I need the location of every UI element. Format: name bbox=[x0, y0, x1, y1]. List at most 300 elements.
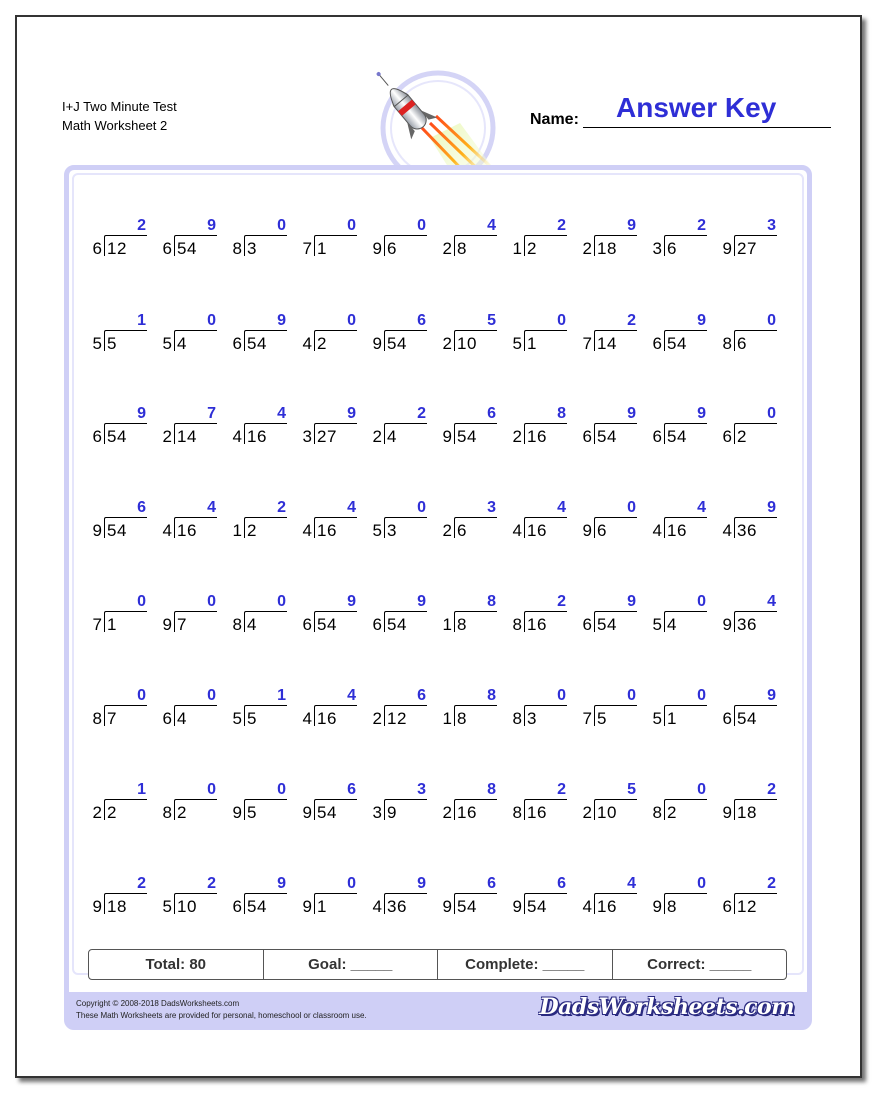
quotient-answer: 6 bbox=[487, 405, 496, 422]
division-problem bbox=[718, 594, 778, 638]
quotient-answer: 4 bbox=[487, 217, 496, 234]
divisor: 7 bbox=[92, 615, 102, 634]
divisor: 4 bbox=[652, 521, 662, 540]
quotient-answer: 6 bbox=[137, 499, 146, 516]
quotient-answer: 2 bbox=[767, 875, 776, 892]
divisor: 5 bbox=[652, 709, 662, 728]
dividend: 10 bbox=[597, 803, 617, 822]
quotient-answer: 8 bbox=[487, 593, 496, 610]
division-problem bbox=[298, 313, 358, 357]
quotient-answer: 9 bbox=[137, 405, 146, 422]
division-problem bbox=[88, 500, 148, 544]
score-correct[interactable]: Correct: _____ bbox=[647, 956, 752, 973]
answer-key-label: Answer Key bbox=[616, 92, 777, 123]
divisor: 2 bbox=[162, 427, 172, 446]
divisor: 5 bbox=[92, 334, 102, 353]
quotient-answer: 2 bbox=[557, 593, 566, 610]
divisor: 2 bbox=[442, 803, 452, 822]
quotient-answer: 2 bbox=[207, 875, 216, 892]
divisor: 5 bbox=[512, 334, 522, 353]
quotient-answer: 6 bbox=[347, 781, 356, 798]
dividend: 3 bbox=[387, 521, 397, 540]
divisor: 6 bbox=[92, 239, 102, 258]
dividend: 3 bbox=[247, 239, 257, 258]
division-problem bbox=[158, 782, 218, 826]
divisor: 8 bbox=[512, 803, 522, 822]
dividend: 5 bbox=[107, 334, 117, 353]
quotient-answer: 2 bbox=[417, 405, 426, 422]
divisor: 6 bbox=[582, 427, 592, 446]
dividend: 5 bbox=[247, 803, 257, 822]
quotient-answer: 0 bbox=[697, 687, 706, 704]
dividend: 54 bbox=[597, 427, 617, 446]
divisor: 9 bbox=[722, 239, 732, 258]
dividend: 54 bbox=[317, 803, 337, 822]
quotient-answer: 0 bbox=[207, 687, 216, 704]
dividend: 2 bbox=[177, 803, 187, 822]
dividend: 7 bbox=[107, 709, 117, 728]
dividend: 8 bbox=[457, 709, 467, 728]
quotient-answer: 9 bbox=[627, 405, 636, 422]
dividend: 4 bbox=[387, 427, 397, 446]
quotient-answer: 4 bbox=[627, 875, 636, 892]
divisor: 1 bbox=[442, 615, 452, 634]
divisor: 6 bbox=[162, 239, 172, 258]
quotient-answer: 6 bbox=[487, 875, 496, 892]
division-problem bbox=[578, 500, 638, 544]
quotient-answer: 7 bbox=[207, 405, 216, 422]
divisor: 9 bbox=[162, 615, 172, 634]
quotient-answer: 1 bbox=[277, 687, 286, 704]
division-problem bbox=[718, 876, 778, 920]
dividend: 9 bbox=[387, 803, 397, 822]
division-problem bbox=[228, 782, 288, 826]
dividend: 12 bbox=[387, 709, 407, 728]
quotient-answer: 0 bbox=[417, 217, 426, 234]
quotient-answer: 0 bbox=[697, 875, 706, 892]
copyright-text bbox=[76, 998, 367, 1022]
division-problem bbox=[368, 876, 428, 920]
divisor: 9 bbox=[512, 897, 522, 916]
dividend: 8 bbox=[457, 239, 467, 258]
division-problem bbox=[88, 313, 148, 357]
divisor: 1 bbox=[442, 709, 452, 728]
divisor: 6 bbox=[302, 615, 312, 634]
division-problem bbox=[648, 313, 708, 357]
dividend: 1 bbox=[667, 709, 677, 728]
divisor: 3 bbox=[372, 803, 382, 822]
division-problem bbox=[718, 688, 778, 732]
quotient-answer: 8 bbox=[487, 781, 496, 798]
division-problem bbox=[438, 500, 498, 544]
dividend: 54 bbox=[247, 334, 267, 353]
division-problem bbox=[508, 313, 568, 357]
quotient-answer: 9 bbox=[347, 405, 356, 422]
dividend: 12 bbox=[737, 897, 757, 916]
divisor: 6 bbox=[232, 897, 242, 916]
dividend: 54 bbox=[457, 897, 477, 916]
dividend: 18 bbox=[597, 239, 617, 258]
divisor: 9 bbox=[722, 803, 732, 822]
quotient-answer: 2 bbox=[697, 217, 706, 234]
divisor: 4 bbox=[162, 521, 172, 540]
divisor: 5 bbox=[162, 897, 172, 916]
quotient-answer: 9 bbox=[767, 687, 776, 704]
divisor: 2 bbox=[442, 239, 452, 258]
divisor: 6 bbox=[92, 427, 102, 446]
dividend: 1 bbox=[317, 239, 327, 258]
quotient-answer: 1 bbox=[137, 312, 146, 329]
divisor: 6 bbox=[582, 615, 592, 634]
dividend: 6 bbox=[597, 521, 607, 540]
divisor: 7 bbox=[302, 239, 312, 258]
division-problem bbox=[368, 406, 428, 450]
dividend: 2 bbox=[107, 803, 117, 822]
divisor: 4 bbox=[302, 709, 312, 728]
dividend: 16 bbox=[247, 427, 267, 446]
divisor: 8 bbox=[232, 239, 242, 258]
dividend: 10 bbox=[457, 334, 477, 353]
divisor: 9 bbox=[302, 897, 312, 916]
quotient-answer: 0 bbox=[347, 217, 356, 234]
dividend: 16 bbox=[177, 521, 197, 540]
divisor: 2 bbox=[372, 709, 382, 728]
dividend: 16 bbox=[667, 521, 687, 540]
divisor: 9 bbox=[442, 427, 452, 446]
dividend: 5 bbox=[247, 709, 257, 728]
dividend: 6 bbox=[737, 334, 747, 353]
division-problem bbox=[578, 594, 638, 638]
dividend: 1 bbox=[527, 334, 537, 353]
quotient-answer: 4 bbox=[277, 405, 286, 422]
dividend: 54 bbox=[247, 897, 267, 916]
division-problem bbox=[578, 406, 638, 450]
quotient-answer: 3 bbox=[487, 499, 496, 516]
division-problem bbox=[438, 218, 498, 262]
quotient-answer: 2 bbox=[137, 217, 146, 234]
quotient-answer: 0 bbox=[137, 593, 146, 610]
divisor: 8 bbox=[512, 615, 522, 634]
divisor: 9 bbox=[302, 803, 312, 822]
quotient-answer: 0 bbox=[277, 593, 286, 610]
division-problem bbox=[368, 688, 428, 732]
quotient-answer: 9 bbox=[697, 405, 706, 422]
quotient-answer: 0 bbox=[767, 405, 776, 422]
division-problem bbox=[508, 782, 568, 826]
division-problem bbox=[508, 594, 568, 638]
divisor: 9 bbox=[652, 897, 662, 916]
dividend: 54 bbox=[597, 615, 617, 634]
quotient-answer: 9 bbox=[277, 312, 286, 329]
division-problem bbox=[438, 313, 498, 357]
division-problem bbox=[578, 782, 638, 826]
score-complete[interactable]: Complete: _____ bbox=[438, 950, 613, 979]
quotient-answer: 5 bbox=[627, 781, 636, 798]
quotient-answer: 6 bbox=[557, 875, 566, 892]
dividend: 54 bbox=[387, 615, 407, 634]
divisor: 4 bbox=[372, 897, 382, 916]
quotient-answer: 9 bbox=[417, 593, 426, 610]
divisor: 4 bbox=[722, 521, 732, 540]
division-problem bbox=[228, 688, 288, 732]
title-line-2: Math Worksheet 2 bbox=[62, 118, 168, 133]
division-problem bbox=[578, 688, 638, 732]
dividend: 16 bbox=[457, 803, 477, 822]
divisor: 7 bbox=[582, 334, 592, 353]
quotient-answer: 4 bbox=[767, 593, 776, 610]
dividend: 8 bbox=[667, 897, 677, 916]
quotient-answer: 5 bbox=[487, 312, 496, 329]
divisor: 8 bbox=[92, 709, 102, 728]
division-problem bbox=[648, 406, 708, 450]
divisor: 5 bbox=[232, 709, 242, 728]
score-goal[interactable]: Goal: _____ bbox=[264, 950, 439, 979]
quotient-answer: 9 bbox=[767, 499, 776, 516]
division-problem bbox=[508, 500, 568, 544]
quotient-answer: 9 bbox=[417, 875, 426, 892]
division-problem bbox=[228, 594, 288, 638]
division-problem bbox=[648, 218, 708, 262]
dividend: 2 bbox=[317, 334, 327, 353]
division-problem bbox=[88, 782, 148, 826]
division-problem bbox=[298, 876, 358, 920]
dividend: 1 bbox=[317, 897, 327, 916]
divisor: 1 bbox=[512, 239, 522, 258]
division-problem bbox=[718, 406, 778, 450]
division-problem bbox=[368, 313, 428, 357]
divisor: 2 bbox=[92, 803, 102, 822]
dividend: 54 bbox=[457, 427, 477, 446]
division-problem bbox=[508, 218, 568, 262]
divisor: 6 bbox=[232, 334, 242, 353]
divisor: 9 bbox=[92, 897, 102, 916]
divisor: 8 bbox=[652, 803, 662, 822]
dividend: 36 bbox=[737, 521, 757, 540]
quotient-answer: 0 bbox=[697, 781, 706, 798]
division-problem bbox=[718, 500, 778, 544]
dividend: 16 bbox=[527, 427, 547, 446]
division-problem bbox=[368, 594, 428, 638]
division-problem bbox=[648, 688, 708, 732]
quotient-answer: 4 bbox=[557, 499, 566, 516]
division-problem bbox=[158, 594, 218, 638]
divisor: 2 bbox=[512, 427, 522, 446]
divisor: 6 bbox=[652, 427, 662, 446]
dividend: 54 bbox=[317, 615, 337, 634]
division-problem bbox=[508, 406, 568, 450]
division-problem bbox=[368, 782, 428, 826]
dividend: 54 bbox=[107, 427, 127, 446]
divisor: 9 bbox=[372, 334, 382, 353]
footer-bar bbox=[68, 992, 808, 1026]
divisor: 3 bbox=[302, 427, 312, 446]
division-problem bbox=[368, 218, 428, 262]
division-problem bbox=[228, 313, 288, 357]
dividend: 54 bbox=[667, 334, 687, 353]
dividend: 3 bbox=[527, 709, 537, 728]
dividend: 18 bbox=[737, 803, 757, 822]
division-problem bbox=[298, 500, 358, 544]
dividend: 16 bbox=[527, 615, 547, 634]
quotient-answer: 0 bbox=[417, 499, 426, 516]
dividend: 36 bbox=[737, 615, 757, 634]
quotient-answer: 4 bbox=[207, 499, 216, 516]
quotient-answer: 0 bbox=[137, 687, 146, 704]
division-problem bbox=[578, 218, 638, 262]
divisor: 6 bbox=[652, 334, 662, 353]
division-problem bbox=[438, 688, 498, 732]
divisor: 4 bbox=[302, 521, 312, 540]
divisor: 9 bbox=[722, 615, 732, 634]
dividend: 14 bbox=[177, 427, 197, 446]
quotient-answer: 0 bbox=[627, 499, 636, 516]
quotient-answer: 1 bbox=[137, 781, 146, 798]
quotient-answer: 6 bbox=[417, 687, 426, 704]
divisor: 5 bbox=[652, 615, 662, 634]
quotient-answer: 2 bbox=[277, 499, 286, 516]
divisor: 2 bbox=[442, 521, 452, 540]
division-problem bbox=[298, 218, 358, 262]
divisor: 3 bbox=[652, 239, 662, 258]
divisor: 1 bbox=[232, 521, 242, 540]
division-problem bbox=[158, 218, 218, 262]
division-problem bbox=[508, 688, 568, 732]
division-problem bbox=[718, 313, 778, 357]
divisor: 6 bbox=[162, 709, 172, 728]
division-problem bbox=[718, 782, 778, 826]
dividend: 27 bbox=[317, 427, 337, 446]
dividend: 5 bbox=[597, 709, 607, 728]
divisor: 8 bbox=[162, 803, 172, 822]
quotient-answer: 0 bbox=[207, 593, 216, 610]
quotient-answer: 2 bbox=[557, 217, 566, 234]
division-problem bbox=[298, 688, 358, 732]
dividend: 14 bbox=[597, 334, 617, 353]
quotient-answer: 0 bbox=[557, 312, 566, 329]
division-problem bbox=[648, 782, 708, 826]
quotient-answer: 8 bbox=[557, 405, 566, 422]
dividend: 16 bbox=[317, 709, 337, 728]
quotient-answer: 9 bbox=[277, 875, 286, 892]
dividend: 16 bbox=[527, 521, 547, 540]
quotient-answer: 3 bbox=[767, 217, 776, 234]
divisor: 4 bbox=[512, 521, 522, 540]
division-problem bbox=[88, 594, 148, 638]
dividend: 4 bbox=[177, 334, 187, 353]
division-problem bbox=[648, 594, 708, 638]
quotient-answer: 3 bbox=[417, 781, 426, 798]
division-problem bbox=[158, 313, 218, 357]
dividend: 27 bbox=[737, 239, 757, 258]
dividend: 2 bbox=[247, 521, 257, 540]
dividend: 54 bbox=[107, 521, 127, 540]
division-problem bbox=[228, 500, 288, 544]
division-problem bbox=[578, 313, 638, 357]
divisor: 6 bbox=[722, 709, 732, 728]
division-problem bbox=[648, 500, 708, 544]
quotient-answer: 9 bbox=[697, 312, 706, 329]
quotient-answer: 0 bbox=[627, 687, 636, 704]
dividend: 54 bbox=[527, 897, 547, 916]
division-problem bbox=[228, 218, 288, 262]
divisor: 4 bbox=[582, 897, 592, 916]
dividend: 6 bbox=[457, 521, 467, 540]
division-problem bbox=[438, 594, 498, 638]
division-problem bbox=[438, 876, 498, 920]
dividend: 54 bbox=[177, 239, 197, 258]
division-problem bbox=[88, 406, 148, 450]
dividend: 54 bbox=[667, 427, 687, 446]
dividend: 54 bbox=[737, 709, 757, 728]
dividend: 4 bbox=[667, 615, 677, 634]
division-problem bbox=[88, 688, 148, 732]
divisor: 6 bbox=[372, 615, 382, 634]
division-problem bbox=[578, 876, 638, 920]
divisor: 5 bbox=[372, 521, 382, 540]
dadsworksheets-logo[interactable]: DadsWorksheets.com bbox=[539, 994, 794, 1020]
divisor: 9 bbox=[582, 521, 592, 540]
name-label: Name: bbox=[530, 111, 579, 128]
quotient-answer: 2 bbox=[767, 781, 776, 798]
division-problem bbox=[88, 218, 148, 262]
quotient-answer: 0 bbox=[347, 312, 356, 329]
dividend: 54 bbox=[387, 334, 407, 353]
quotient-answer: 2 bbox=[627, 312, 636, 329]
dividend: 1 bbox=[107, 615, 117, 634]
dividend: 2 bbox=[667, 803, 677, 822]
title-line-1: I+J Two Minute Test bbox=[62, 99, 177, 114]
divisor: 9 bbox=[232, 803, 242, 822]
division-problem bbox=[438, 782, 498, 826]
quotient-answer: 9 bbox=[207, 217, 216, 234]
quotient-answer: 4 bbox=[347, 499, 356, 516]
copyright-line-2: These Math Worksheets are provided for personal, homeschool or classroom use. bbox=[76, 1011, 367, 1020]
divisor: 4 bbox=[232, 427, 242, 446]
division-problem bbox=[88, 876, 148, 920]
quotient-answer: 0 bbox=[697, 593, 706, 610]
quotient-answer: 6 bbox=[417, 312, 426, 329]
division-problem bbox=[508, 876, 568, 920]
quotient-answer: 8 bbox=[487, 687, 496, 704]
quotient-answer: 0 bbox=[767, 312, 776, 329]
division-problem bbox=[368, 500, 428, 544]
quotient-answer: 0 bbox=[277, 217, 286, 234]
divisor: 2 bbox=[372, 427, 382, 446]
dividend: 2 bbox=[527, 239, 537, 258]
dividend: 4 bbox=[177, 709, 187, 728]
quotient-answer: 9 bbox=[627, 593, 636, 610]
quotient-answer: 4 bbox=[347, 687, 356, 704]
dividend: 12 bbox=[107, 239, 127, 258]
division-problem bbox=[228, 876, 288, 920]
division-problem bbox=[158, 406, 218, 450]
division-problem bbox=[648, 876, 708, 920]
quotient-answer: 0 bbox=[557, 687, 566, 704]
division-problem bbox=[718, 218, 778, 262]
division-problem bbox=[298, 406, 358, 450]
division-problem bbox=[228, 406, 288, 450]
divisor: 9 bbox=[442, 897, 452, 916]
divisor: 8 bbox=[232, 615, 242, 634]
quotient-answer: 0 bbox=[347, 875, 356, 892]
division-problem bbox=[298, 782, 358, 826]
divisor: 2 bbox=[442, 334, 452, 353]
copyright-line-1: Copyright © 2008-2018 DadsWorksheets.com bbox=[76, 999, 240, 1008]
quotient-answer: 2 bbox=[137, 875, 146, 892]
score-total: Total: 80 bbox=[89, 950, 264, 979]
quotient-answer: 2 bbox=[557, 781, 566, 798]
divisor: 8 bbox=[512, 709, 522, 728]
